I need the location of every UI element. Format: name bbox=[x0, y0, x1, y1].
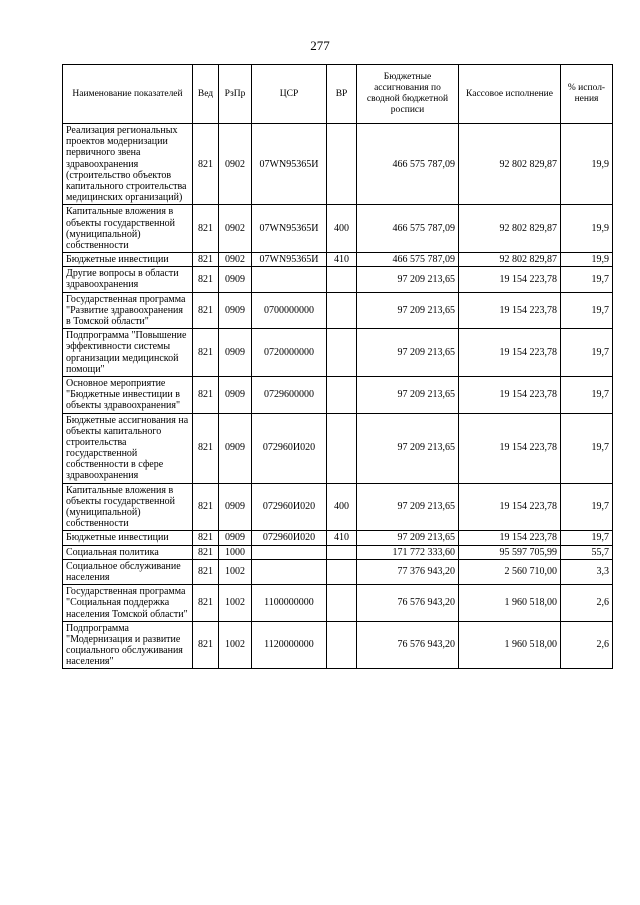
row-vr bbox=[327, 267, 357, 292]
row-csr bbox=[252, 559, 327, 584]
header-csr: ЦСР bbox=[252, 65, 327, 124]
row-vr bbox=[327, 413, 357, 483]
row-csr: 072960И020 bbox=[252, 531, 327, 545]
row-csr: 07WN95365И bbox=[252, 253, 327, 267]
row-ved: 821 bbox=[193, 267, 219, 292]
row-rzpr: 0909 bbox=[219, 531, 252, 545]
row-rzpr: 0902 bbox=[219, 205, 252, 253]
table-header-row bbox=[63, 65, 613, 124]
row-vr bbox=[327, 545, 357, 559]
row-vr: 400 bbox=[327, 205, 357, 253]
row-name: Подпрограмма "Модернизация и развитие социального обслуживания населения" bbox=[63, 621, 193, 669]
row-pct: 19,7 bbox=[561, 531, 613, 545]
row-cash: 95 597 705,99 bbox=[459, 545, 561, 559]
row-name: Другие вопросы в области здравоохранения bbox=[63, 267, 193, 292]
header-pct: % испол-нения bbox=[561, 65, 613, 124]
row-cash: 19 154 223,78 bbox=[459, 483, 561, 531]
table-row bbox=[63, 267, 613, 292]
row-name: Подпрограмма "Повышение эффективности системы организации медицинской помощи" bbox=[63, 329, 193, 377]
header-name: Наименование показателей bbox=[63, 65, 193, 124]
row-csr bbox=[252, 545, 327, 559]
row-budget: 466 575 787,09 bbox=[357, 205, 459, 253]
row-pct: 19,7 bbox=[561, 329, 613, 377]
row-name: Бюджетные ассигнования на объекты капитального строительства государственной собственности в сфере здравоохранения bbox=[63, 413, 193, 483]
row-vr bbox=[327, 329, 357, 377]
row-cash: 19 154 223,78 bbox=[459, 413, 561, 483]
row-vr bbox=[327, 292, 357, 329]
row-name: Капитальные вложения в объекты государственной (муниципальной) собственности bbox=[63, 205, 193, 253]
row-ved: 821 bbox=[193, 559, 219, 584]
row-csr: 1100000000 bbox=[252, 585, 327, 622]
row-csr: 1120000000 bbox=[252, 621, 327, 669]
row-cash: 19 154 223,78 bbox=[459, 329, 561, 377]
row-name: Социальная политика bbox=[63, 545, 193, 559]
row-budget: 466 575 787,09 bbox=[357, 124, 459, 205]
row-pct: 19,7 bbox=[561, 413, 613, 483]
row-budget: 77 376 943,20 bbox=[357, 559, 459, 584]
row-ved: 821 bbox=[193, 292, 219, 329]
row-ved: 821 bbox=[193, 413, 219, 483]
table-row bbox=[63, 292, 613, 329]
row-csr: 0700000000 bbox=[252, 292, 327, 329]
row-pct: 55,7 bbox=[561, 545, 613, 559]
row-rzpr: 0909 bbox=[219, 292, 252, 329]
row-cash: 92 802 829,87 bbox=[459, 253, 561, 267]
table-row bbox=[63, 329, 613, 377]
header-rzpr: РзПр bbox=[219, 65, 252, 124]
row-pct: 19,9 bbox=[561, 124, 613, 205]
row-vr: 410 bbox=[327, 253, 357, 267]
row-ved: 821 bbox=[193, 253, 219, 267]
row-rzpr: 0909 bbox=[219, 329, 252, 377]
header-budget: Бюджетные ассигнования по сводной бюджетной росписи bbox=[357, 65, 459, 124]
row-rzpr: 0909 bbox=[219, 413, 252, 483]
page-number: 277 bbox=[310, 38, 330, 53]
row-name: Бюджетные инвестиции bbox=[63, 531, 193, 545]
table-row bbox=[63, 483, 613, 531]
row-csr: 07WN95365И bbox=[252, 205, 327, 253]
row-rzpr: 0909 bbox=[219, 483, 252, 531]
row-csr bbox=[252, 267, 327, 292]
header-cash: Кассовое исполнение bbox=[459, 65, 561, 124]
row-budget: 97 209 213,65 bbox=[357, 531, 459, 545]
row-rzpr: 0902 bbox=[219, 124, 252, 205]
row-ved: 821 bbox=[193, 585, 219, 622]
table-row bbox=[63, 545, 613, 559]
row-budget: 97 209 213,65 bbox=[357, 267, 459, 292]
row-pct: 19,7 bbox=[561, 267, 613, 292]
table-row bbox=[63, 376, 613, 413]
row-cash: 2 560 710,00 bbox=[459, 559, 561, 584]
row-pct: 19,7 bbox=[561, 292, 613, 329]
row-name: Бюджетные инвестиции bbox=[63, 253, 193, 267]
row-budget: 97 209 213,65 bbox=[357, 292, 459, 329]
row-pct: 19,7 bbox=[561, 376, 613, 413]
row-name: Государственная программа "Развитие здравоохранения в Томской области" bbox=[63, 292, 193, 329]
row-budget: 76 576 943,20 bbox=[357, 585, 459, 622]
budget-execution-table bbox=[62, 64, 613, 669]
table-row bbox=[63, 621, 613, 669]
row-pct: 2,6 bbox=[561, 585, 613, 622]
row-cash: 92 802 829,87 bbox=[459, 124, 561, 205]
row-csr: 07WN95365И bbox=[252, 124, 327, 205]
row-cash: 19 154 223,78 bbox=[459, 267, 561, 292]
row-vr bbox=[327, 585, 357, 622]
row-csr: 072960И020 bbox=[252, 413, 327, 483]
row-vr: 400 bbox=[327, 483, 357, 531]
row-cash: 19 154 223,78 bbox=[459, 376, 561, 413]
row-vr bbox=[327, 124, 357, 205]
row-budget: 97 209 213,65 bbox=[357, 376, 459, 413]
row-vr bbox=[327, 376, 357, 413]
row-cash: 92 802 829,87 bbox=[459, 205, 561, 253]
row-rzpr: 1000 bbox=[219, 545, 252, 559]
row-rzpr: 0902 bbox=[219, 253, 252, 267]
header-ved: Вед bbox=[193, 65, 219, 124]
row-rzpr: 1002 bbox=[219, 559, 252, 584]
row-ved: 821 bbox=[193, 329, 219, 377]
row-name: Государственная программа "Социальная поддержка населения Томской области" bbox=[63, 585, 193, 622]
row-pct: 19,9 bbox=[561, 205, 613, 253]
row-cash: 1 960 518,00 bbox=[459, 621, 561, 669]
table-row bbox=[63, 124, 613, 205]
row-budget: 97 209 213,65 bbox=[357, 329, 459, 377]
row-ved: 821 bbox=[193, 205, 219, 253]
row-budget: 97 209 213,65 bbox=[357, 413, 459, 483]
row-ved: 821 bbox=[193, 621, 219, 669]
row-pct: 2,6 bbox=[561, 621, 613, 669]
row-csr: 0729600000 bbox=[252, 376, 327, 413]
table-row bbox=[63, 253, 613, 267]
row-rzpr: 0909 bbox=[219, 376, 252, 413]
row-vr bbox=[327, 559, 357, 584]
row-ved: 821 bbox=[193, 124, 219, 205]
table-row bbox=[63, 559, 613, 584]
row-ved: 821 bbox=[193, 376, 219, 413]
row-name: Основное мероприятие "Бюджетные инвестиции в объекты здравоохранения" bbox=[63, 376, 193, 413]
row-ved: 821 bbox=[193, 531, 219, 545]
row-name: Социальное обслуживание населения bbox=[63, 559, 193, 584]
row-budget: 76 576 943,20 bbox=[357, 621, 459, 669]
table-row bbox=[63, 413, 613, 483]
row-pct: 19,7 bbox=[561, 483, 613, 531]
table-row bbox=[63, 205, 613, 253]
row-csr: 072960И020 bbox=[252, 483, 327, 531]
row-name: Капитальные вложения в объекты государственной (муниципальной) собственности bbox=[63, 483, 193, 531]
row-ved: 821 bbox=[193, 483, 219, 531]
row-cash: 19 154 223,78 bbox=[459, 531, 561, 545]
row-csr: 0720000000 bbox=[252, 329, 327, 377]
row-budget: 97 209 213,65 bbox=[357, 483, 459, 531]
row-rzpr: 1002 bbox=[219, 585, 252, 622]
header-vr: ВР bbox=[327, 65, 357, 124]
row-name: Реализация региональных проектов модернизации первичного звена здравоохранения (строительство объектов капитального строительства медицинских организаций) bbox=[63, 124, 193, 205]
row-vr: 410 bbox=[327, 531, 357, 545]
row-cash: 19 154 223,78 bbox=[459, 292, 561, 329]
row-cash: 1 960 518,00 bbox=[459, 585, 561, 622]
row-budget: 171 772 333,60 bbox=[357, 545, 459, 559]
row-budget: 466 575 787,09 bbox=[357, 253, 459, 267]
row-ved: 821 bbox=[193, 545, 219, 559]
row-pct: 3,3 bbox=[561, 559, 613, 584]
table-row bbox=[63, 531, 613, 545]
row-rzpr: 1002 bbox=[219, 621, 252, 669]
table-row bbox=[63, 585, 613, 622]
row-rzpr: 0909 bbox=[219, 267, 252, 292]
row-pct: 19,9 bbox=[561, 253, 613, 267]
row-vr bbox=[327, 621, 357, 669]
